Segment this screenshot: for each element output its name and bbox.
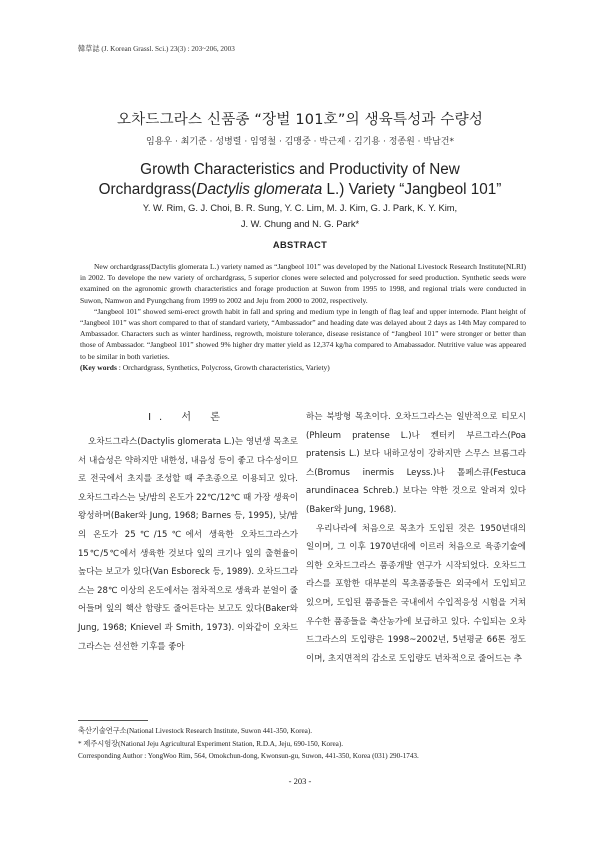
abstract-heading: ABSTRACT bbox=[272, 240, 328, 250]
section-heading-introduction: I. 서 론 bbox=[148, 412, 228, 423]
keywords-text: : Orchardgrass, Synthetics, Polycross, Growth characteristics, Variety) bbox=[116, 362, 330, 372]
footnote-affiliation-2: * 제주시험장(National Jeju Agricultural Experiment Station, R.D.A, Jeju, 690-150, Korea). bbox=[78, 739, 344, 748]
footnote-affiliation-1: 축산기술연구소(National Livestock Research Institute, Suwon 441-350, Korea). bbox=[78, 727, 313, 735]
title-line2-start: Orchardgrass( bbox=[98, 181, 197, 198]
intro-paragraph-1-continued: 하는 북방형 목초이다. 오차드그라스는 일반적으로 티모시(Phleum pratense L.)나 켄터키 부르그라스(Poa pratensis L.) 보다 내하고성이 강하지만 스무스 브롬그라스(Bromus inermis Leyss.)나 톨페스큐(Festuca arundinacea Schreb.) 보다는 약한 것으로 알려져 있다(Baker와 Jung, 1968). bbox=[306, 412, 526, 515]
title-english bbox=[0, 160, 600, 200]
body-column-right bbox=[306, 408, 526, 668]
abstract-body bbox=[80, 261, 526, 373]
title-species-name: Dactylis glomerata bbox=[196, 181, 323, 198]
title-english-line1: Growth Characteristics and Productivity of New bbox=[140, 161, 460, 178]
abstract-paragraph-2-text: “Jangbeol 101” showed semi-erect growth habit in fall and spring and medium type in length of flag leaf and upper internode. Plant height of “Jangbeol 101” was short compared to that of standard variety, “Ambassador” and heading date was delayed about 2 days as 14th May compared to Ambassador. Characters such as winter hardiness, regrowth, moisture tolerance, disease resistance of “Jangbeol 101” were stronger or better than those of Ambassador. “Jangbeol 101” showed 9% higher dry matter yield as 12,374 kg/ha compared to Amabassador. Nutritive value was appeared to be similar in both varieties. bbox=[80, 306, 526, 361]
authors-korean: 임용우 · 최기준 · 성병렬 · 임영철 · 김맹중 · 박근제 · 김기용 · 정종원 · 박남건* bbox=[146, 137, 454, 147]
authors-english-line2: J. W. Chung and N. G. Park* bbox=[240, 219, 360, 229]
page-number: - 203 - bbox=[288, 776, 312, 786]
authors-english-line1: Y. W. Rim, G. J. Choi, B. R. Sung, Y. C. Lim, M. J. Kim, G. J. Park, K. Y. Kim, bbox=[142, 203, 458, 213]
authors-english bbox=[0, 200, 600, 232]
abstract-paragraph-2 bbox=[80, 306, 526, 362]
keywords-label: (Key words bbox=[80, 362, 117, 372]
intro-paragraph-1: 오차드그라스(Dactylis glomerata L.)는 영년생 목초로서 내습성은 약하지만 내한성, 내음성 등이 좋고 다수성이므로 전국에서 초지를 조성할 때 주초종으로 이용되고 있다. 오차드그라스는 낮/밤의 온도가 22℃/12℃ 때 가장 생육이 왕성하며(Baker와 Jung, 1968; Barnes 등, 1995), 낮/밤의 온도가 25℃/15℃에서 생육한 오차드그라스가 15℃/5℃에서 생육한 것보다 잎의 크기나 잎의 출현율이 높다는 보고가 있다(Van Esboreck 등, 1989). 오차드그라스는 28℃ 이상의 온도에서는 점차적으로 생육과 분얼이 줄어들며 잎의 핵산 함량도 줄어든다는 보고도 있다(Baker와 Jung, 1968; Knievel 과 Smith, 1973). 이와같이 오차드그라스는 선선한 기후를 좋아 bbox=[78, 437, 298, 652]
title-english-line2 bbox=[0, 180, 600, 200]
title-line2-end: L.) Variety “Jangbeol 101” bbox=[322, 181, 502, 198]
intro-paragraph-2: 우리나라에 처음으로 목초가 도입된 것은 1950년대의 일이며, 그 이후 1970년대에 이르러 처음으로 육종기술에 의한 오차드그라스 품종개발 연구가 시작되었다. 오차드그라스를 포함한 대부분의 목초품종들은 외국에서 도입되고 있으며, 도입된 품종들은 국내에서 수입적응성 시험을 거쳐 우수한 품종들을 축산농가에 보급하고 있다. 수입되는 오차드그라스의 도입량은 1998~2002년, 5년평균 66톤 정도이며, 초지면적의 감소로 도입량도 년차적으로 줄어드는 추 bbox=[306, 523, 526, 664]
footnote-corresponding-author: Corresponding Author : YongWoo Rim, 564, Omokchun-dong, Kwonsun-gu, Suwon, 441-350, Korea (031) 290-1743. bbox=[78, 752, 419, 760]
title-korean: 오차드그라스 신품종 “장벌 101호”의 생육특성과 수량성 bbox=[116, 112, 484, 128]
journal-header: 韓草誌 (J. Korean Grassl. Sci.) 23(3) : 203~206, 2003 bbox=[78, 45, 235, 53]
footnotes bbox=[78, 725, 548, 763]
body-column-left bbox=[78, 408, 298, 656]
abstract-paragraph-1: New orchardgrass(Dactylis glomerata L.) variety named as “Jangbeol 101” was developed by the National Livestock Research Institute(NLRI) in 2002. To develope the new variety of orchardgrass, 5 superior clones were selected and polycrossed for seed production. Synthetic seeds were examined on the agronomic growth characteristics and forage production at Suwon from 1995 to 1998, and regional trials were conducted in Suwon, Namwon and Pyungchang from 1999 to 2002 and Jeju from 2000 to 2002, respectively. bbox=[80, 262, 526, 305]
footnote-divider bbox=[78, 720, 148, 721]
keywords bbox=[80, 362, 526, 373]
